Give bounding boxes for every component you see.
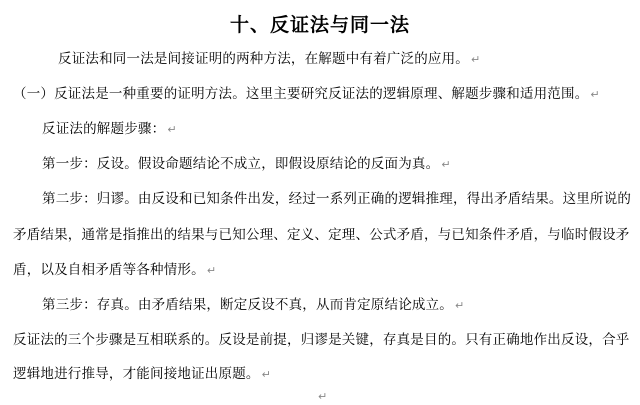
- empty-paragraph: [316, 388, 640, 404]
- steps-heading: [42, 117, 640, 137]
- paragraph-mark-icon: ↵: [455, 299, 465, 312]
- summary-text-1: 反证法的三个步骤是互相联系的。反设是前提，归谬是关键，存真是目的。只有正确地作出反设，合乎: [13, 332, 630, 348]
- step-three-paragraph: [42, 293, 640, 313]
- step-two-text-2: 矛盾结果，通常是指推出的结果与已知公理、定义、定理、公式矛盾，与已知条件矛盾，与临时假设矛: [13, 227, 630, 243]
- intro-paragraph: [58, 47, 640, 67]
- paragraph-mark-icon: ↵: [261, 368, 272, 381]
- step-two-line-3: [13, 258, 640, 278]
- paragraph-mark-icon: ↵: [167, 123, 177, 136]
- section-one-paragraph: [13, 82, 640, 102]
- paragraph-mark-icon: ↵: [471, 53, 481, 66]
- paragraph-mark-icon: ↵: [441, 158, 451, 171]
- step-two-text-3: 盾，以及自相矛盾等各种情形。: [13, 262, 205, 278]
- step-one-text: 第一步：反设。假设命题结论不成立，即假设原结论的反面为真。: [42, 156, 440, 172]
- section-one-text: （一）反证法是一种重要的证明方法。这里主要研究反证法的逻辑原理、解题步骤和适用范围。: [13, 86, 589, 102]
- document-title: [0, 10, 640, 37]
- summary-line-2: [13, 362, 640, 382]
- step-two-line-1: [42, 187, 640, 207]
- paragraph-mark-icon: ↵: [318, 390, 328, 403]
- paragraph-mark-icon: ↵: [590, 88, 600, 101]
- step-one-paragraph: [42, 152, 640, 172]
- intro-text: 反证法和同一法是间接证明的两种方法，在解题中有着广泛的应用。: [58, 51, 469, 67]
- steps-heading-text: 反证法的解题步骤：: [42, 121, 166, 137]
- summary-line-1: [13, 328, 640, 348]
- paragraph-mark-icon: ↵: [206, 264, 217, 277]
- title-text: 十、反证法与同一法: [229, 14, 410, 36]
- step-two-text-1: 第二步：归谬。由反设和已知条件出发，经过一系列正确的逻辑推理，得出矛盾结果。这里所说的: [42, 191, 632, 207]
- step-two-line-2: [13, 223, 640, 243]
- step-three-text: 第三步：存真。由矛盾结果，断定反设不真，从而肯定原结论成立。: [42, 297, 453, 313]
- summary-text-2: 逻辑地进行推导，才能间接地证出原题。: [13, 366, 260, 382]
